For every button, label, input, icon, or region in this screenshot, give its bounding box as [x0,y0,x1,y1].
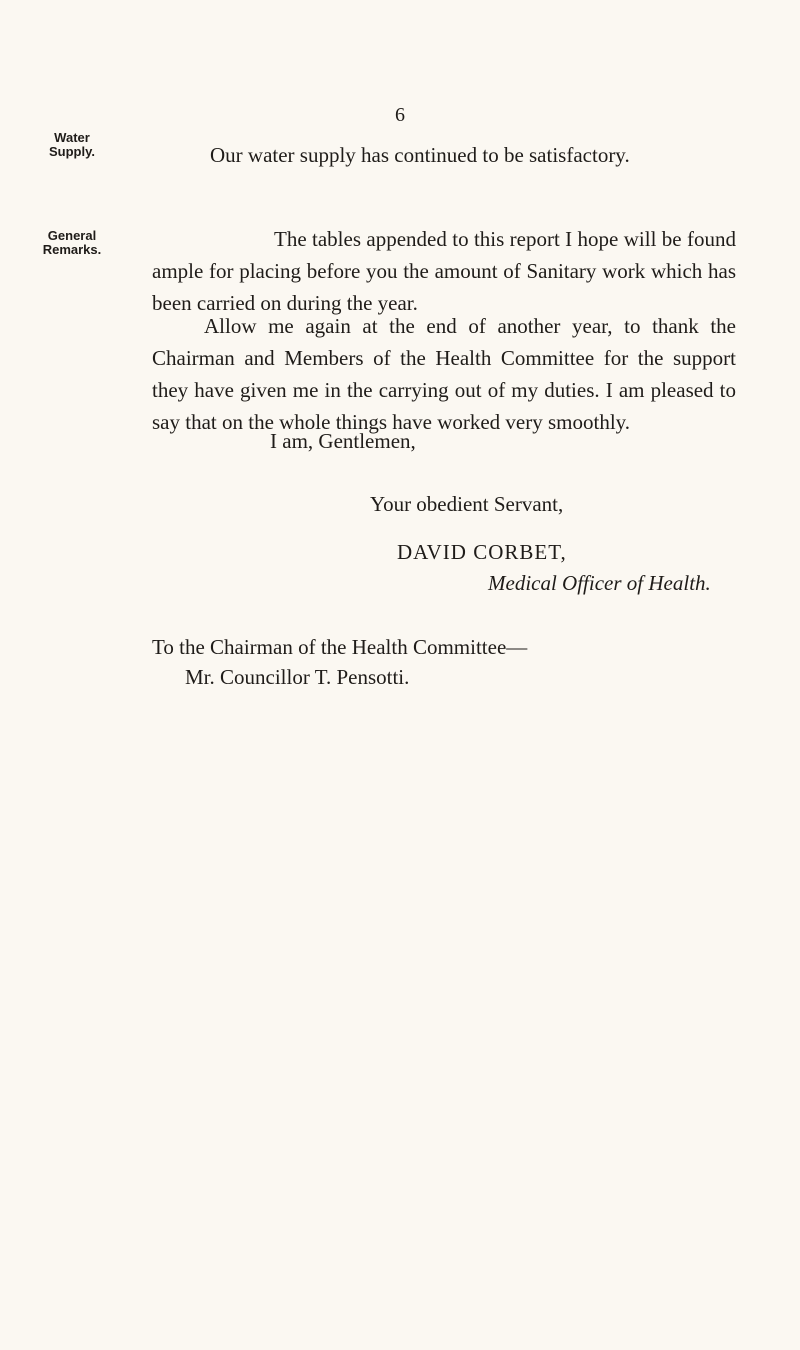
margin-note-general-remarks [24,229,120,257]
page-number: 6 [395,104,405,126]
signature: DAVID CORBET, [397,540,567,564]
margin-note-water-supply [24,131,120,159]
margin-note-line: Water [54,130,90,145]
addressee-line: To the Chairman of the Health Committee— [152,635,528,659]
margin-note-line: Remarks. [42,242,102,257]
addressee-name: Mr. Councillor T. Pensotti. [185,665,410,689]
closing: Your obedient Servant, [370,492,564,516]
margin-note-line: General [47,228,97,243]
paragraph-water-supply: Our water supply has continued to be satisfactory. [210,143,630,167]
paragraph-tables: The tables appended to this report I hope will be found ample for placing before you the amount of Sanitary work which has been carried on during the year. [152,227,736,315]
salutation: I am, Gentlemen, [270,429,416,453]
signatory-title: Medical Officer of Health. [488,571,711,595]
margin-note-line: Supply. [49,144,95,159]
paragraph-thanks: Allow me again at the end of another year, to thank the Chairman and Members of the Health Committee for the support they have given me in the carrying out of my duties. I am pleased to say that on the whole things have worked very smoothly. [152,314,736,434]
